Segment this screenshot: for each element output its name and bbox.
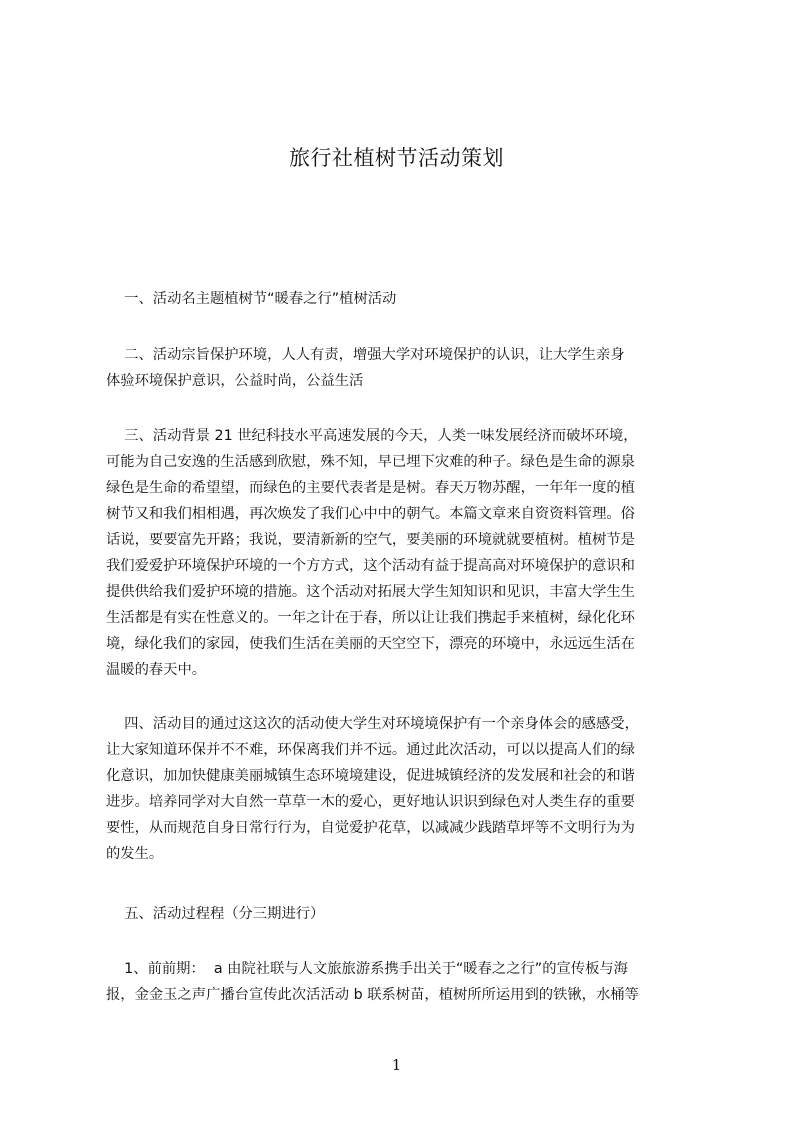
text-line: 进步。培养同学对大自然一草草一木的爱心，更好地认识识到绿色对人类生存的重要 (106, 794, 635, 810)
section-2-paragraph (106, 342, 700, 394)
text-line: 话说，要要富先开路；我说，要清新新的空气，要美丽的环境就就要植树。植树节是 (106, 532, 635, 548)
text-line: 境，绿化我们的家园，使我们生活在美丽的天空空下，漂亮的环境中，永远远生活在 (106, 636, 635, 652)
text-line: 的发生。 (106, 846, 164, 862)
text-line: 1、前前期： a 由院社联与人文旅旅游系携手出关于“暖春之之行”的宣传板与海 (106, 961, 628, 977)
text-line: 让大家知道环保并不不难，环保离我们并不远。通过此次活动，可以以提高人们的绿 (106, 742, 635, 758)
section-6-paragraph (106, 956, 700, 1008)
section-3-paragraph (106, 423, 700, 683)
text-line: 体验环境保护意识，公益时尚，公益生活 (106, 373, 364, 389)
text-line: 五、活动过程程（分三期进行） (106, 906, 325, 922)
text-line: 二、活动宗旨保护环境，人人有责，增强大学对环境保护的认识，让大学生亲身 (106, 347, 625, 363)
section-4-paragraph (106, 711, 700, 867)
text-line: 化意识，加加快健康美丽城镇生态环境境建设，促进城镇经济的发发展和社会的和谐 (106, 768, 635, 784)
text-line: 提供供给我们爱护环境的措施。这个活动对拓展大学生知知识和见识，丰富大学生生 (106, 584, 635, 600)
text-line: 我们爱爱护环境保护环境的一个方方式，这个活动有益于提高高对环境保护的意识和 (106, 558, 635, 574)
text-line: 生活都是有实在性意义的。一年之计在于春，所以让让我们携起手来植树，绿化化环 (106, 610, 635, 626)
page-number: 1 (391, 1056, 402, 1074)
text-line: 温暖的春天中。 (106, 662, 207, 678)
text-line: 三、活动背景 21 世纪科技水平高速发展的今天，人类一味发展经济而破坏环境， (106, 428, 638, 444)
section-1-paragraph (106, 286, 700, 312)
text-line: 绿色是生命的希望望，而绿色的主要代表者是是树。春天万物苏醒，一年年一度的植 (106, 480, 635, 496)
text-line: 报，金金玉之声广播台宣传此次活活动 b 联系树苗，植树所所运用到的铁锹，水桶等 (106, 987, 639, 1003)
document-title: 旅行社植树节活动策划 (289, 146, 504, 170)
text-line: 要性，从而规范自身日常行行为，自觉爱护花草，以减减少践踏草坪等不文明行为为 (106, 820, 635, 836)
text-line: 四、活动目的通过这这次的活动使大学生对环境境保护有一个亲身体会的感感受， (106, 716, 639, 732)
text-line: 一、活动名主题植树节“暖春之行”植树活动 (106, 291, 397, 307)
text-line: 可能为自己安逸的生活感到欣慰，殊不知，早已埋下灾难的种子。绿色是生命的源泉 (106, 454, 635, 470)
section-5-paragraph (106, 901, 700, 927)
text-line: 树节又和我们相相遇，再次焕发了我们心中中的朝气。本篇文章来自资资料管理。俗 (106, 506, 635, 522)
